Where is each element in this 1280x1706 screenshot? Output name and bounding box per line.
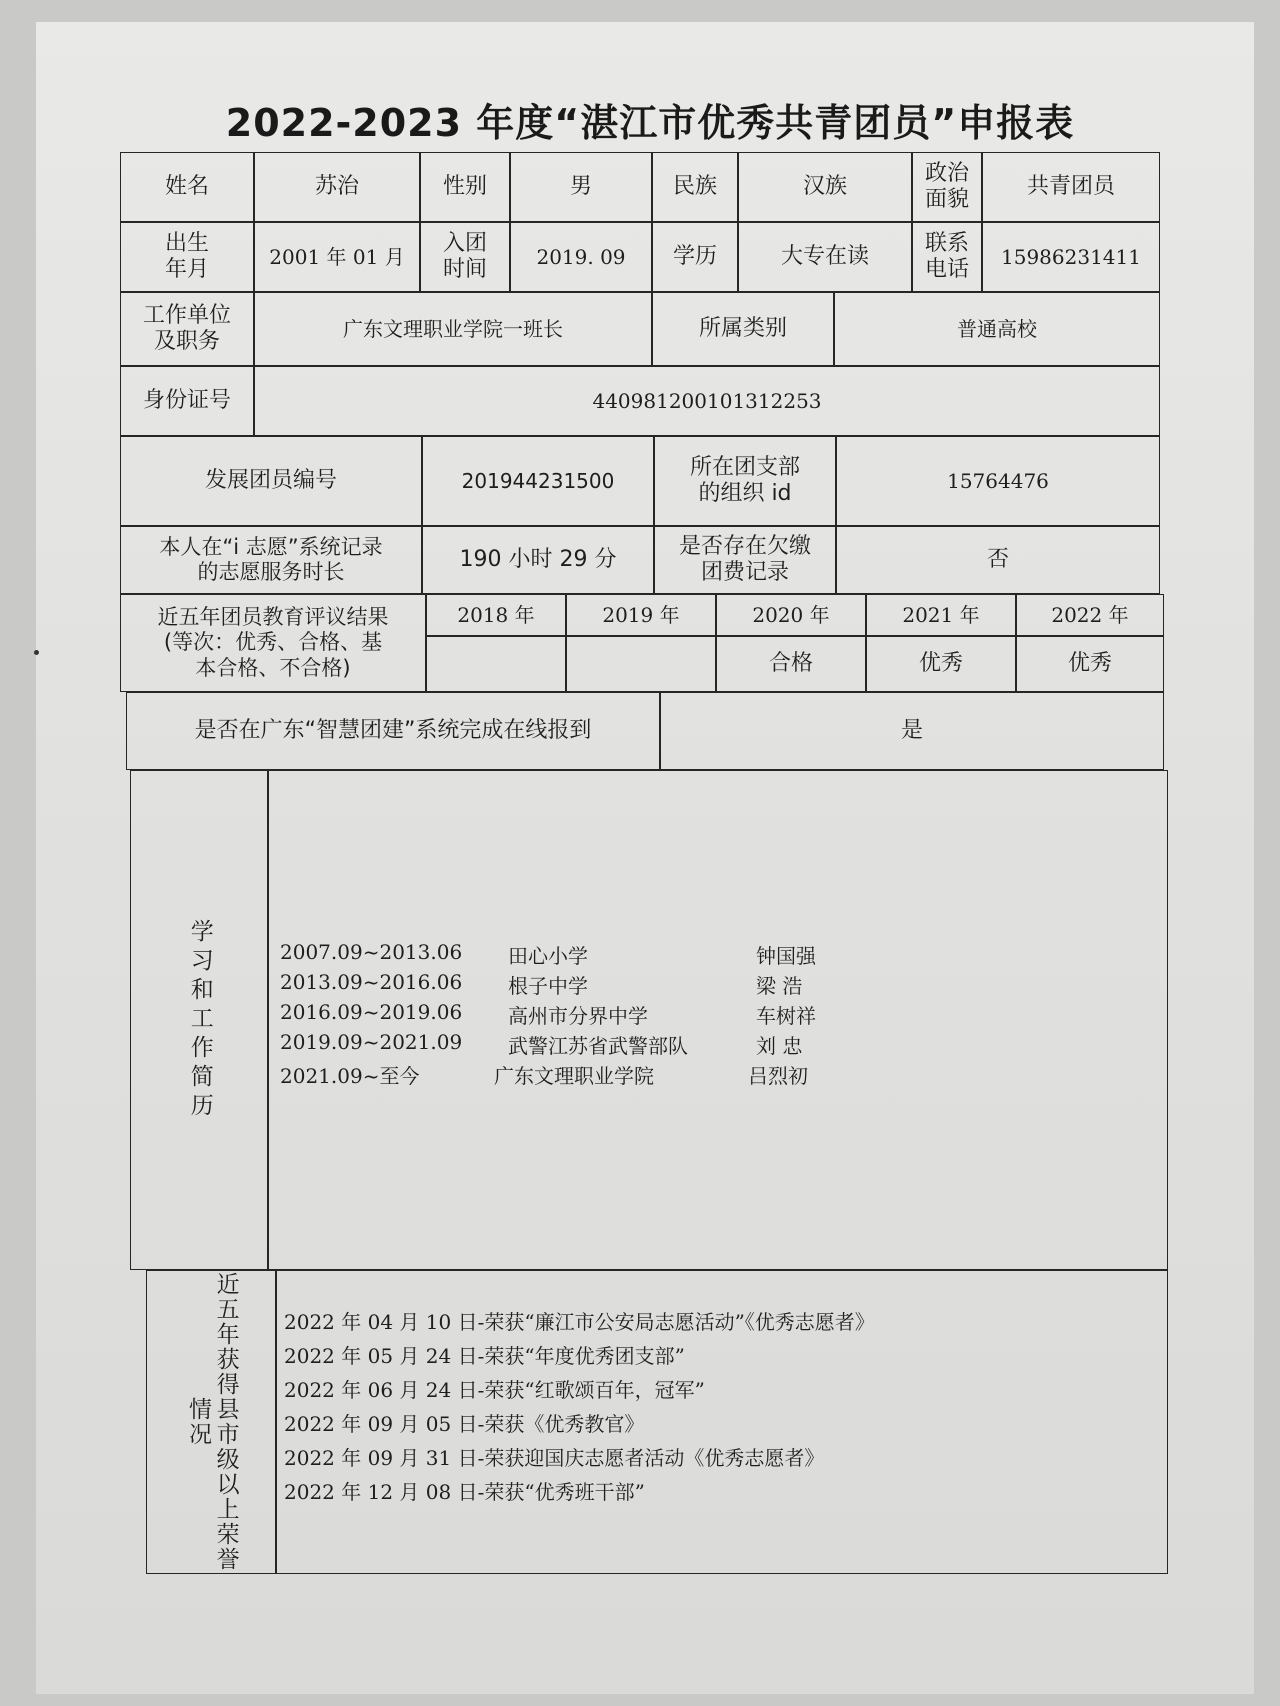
history-school: 田心小学: [508, 944, 588, 968]
volunteer-hours-label: 本人在“i 志愿”系统记录 的志愿服务时长: [120, 526, 422, 594]
history-witness: 吕烈初: [748, 1064, 808, 1088]
history-period: 2007.09~2013.06: [280, 940, 463, 964]
eval-result-2021: 优秀: [866, 636, 1016, 692]
history-label-cell: [130, 770, 268, 1270]
phone-value: 15986231411: [982, 222, 1160, 292]
eval-year-2021: 2021 年: [866, 594, 1016, 636]
ethnic-value: 汉族: [738, 152, 912, 222]
org-id-label: 所在团支部 的组织 id: [654, 436, 836, 526]
evaluation-label: 近五年团员教育评议结果 (等次：优秀、合格、基 本合格、不合格): [120, 594, 426, 692]
history-school: 根子中学: [508, 974, 588, 998]
member-number-label: 发展团员编号: [120, 436, 422, 526]
birth-value: 2001 年 01 月: [254, 222, 420, 292]
honors-label: 近五年获得县市级以上荣誉情况: [185, 1272, 239, 1572]
id-number-value: 440981200101312253: [254, 366, 1160, 436]
online-report-value: 是: [660, 692, 1164, 770]
eval-year-2022: 2022 年: [1016, 594, 1164, 636]
ink-dot: [34, 650, 39, 655]
member-number-value: 201944231500: [422, 436, 654, 526]
honors-label-cell: [146, 1270, 276, 1574]
political-label: 政治 面貌: [912, 152, 982, 222]
eval-result-2019: [566, 636, 716, 692]
political-value: 共青团员: [982, 152, 1160, 222]
gender-label: 性别: [420, 152, 510, 222]
eval-year-2020: 2020 年: [716, 594, 866, 636]
category-value: 普通高校: [834, 292, 1160, 366]
history-witness: 梁 浩: [756, 974, 803, 998]
education-value: 大专在读: [738, 222, 912, 292]
honors-list: [284, 1306, 875, 1510]
fee-arrears-value: 否: [836, 526, 1160, 594]
education-label: 学历: [652, 222, 738, 292]
history-period: 2019.09~2021.09: [280, 1030, 463, 1054]
honor-item: 2022 年 05 月 24 日-荣获“年度优秀团支部”: [284, 1344, 685, 1368]
eval-result-2020: 合格: [716, 636, 866, 692]
eval-result-2022: 优秀: [1016, 636, 1164, 692]
volunteer-hours-value: 190 小时 29 分: [422, 526, 654, 594]
gender-value: 男: [510, 152, 652, 222]
history-label: 学习和工作简历: [186, 918, 213, 1122]
ethnic-label: 民族: [652, 152, 738, 222]
org-id-value: 15764476: [836, 436, 1160, 526]
phone-label: 联系 电话: [912, 222, 982, 292]
work-unit-label: 工作单位 及职务: [120, 292, 254, 366]
join-label: 入团 时间: [420, 222, 510, 292]
birth-label: 出生 年月: [120, 222, 254, 292]
name-label: 姓名: [120, 152, 254, 222]
name-value: 苏治: [254, 152, 420, 222]
honor-item: 2022 年 12 月 08 日-荣获“优秀班干部”: [284, 1480, 645, 1504]
history-period: 2013.09~2016.06: [280, 970, 463, 994]
honor-item: 2022 年 09 月 05 日-荣获《优秀教官》: [284, 1412, 645, 1436]
history-witness: 刘 忠: [756, 1034, 803, 1058]
eval-year-2019: 2019 年: [566, 594, 716, 636]
form-title: 2022-2023 年度“湛江市优秀共青团员”申报表: [225, 101, 1075, 145]
category-label: 所属类别: [652, 292, 834, 366]
honor-item: 2022 年 06 月 24 日-荣获“红歌颂百年，冠军”: [284, 1378, 705, 1402]
eval-result-2018: [426, 636, 566, 692]
history-school: 广东文理职业学院: [494, 1064, 654, 1088]
history-witness: 钟国强: [756, 944, 816, 968]
honor-item: 2022 年 04 月 10 日-荣获“廉江市公安局志愿活动”《优秀志愿者》: [284, 1310, 875, 1334]
honor-item: 2022 年 09 月 31 日-荣获迎国庆志愿者活动《优秀志愿者》: [284, 1446, 825, 1470]
eval-year-2018: 2018 年: [426, 594, 566, 636]
join-value: 2019. 09: [510, 222, 652, 292]
history-period: 2016.09~2019.06: [280, 1000, 463, 1024]
history-school: 高州市分界中学: [508, 1004, 648, 1028]
fee-arrears-label: 是否存在欠缴 团费记录: [654, 526, 836, 594]
online-report-label: 是否在广东“智慧团建”系统完成在线报到: [126, 692, 660, 770]
id-number-label: 身份证号: [120, 366, 254, 436]
history-period: 2021.09~至今: [280, 1064, 420, 1088]
work-unit-value: 广东文理职业学院一班长: [254, 292, 652, 366]
history-witness: 车树祥: [756, 1004, 816, 1028]
history-school: 武警江苏省武警部队: [508, 1034, 688, 1058]
